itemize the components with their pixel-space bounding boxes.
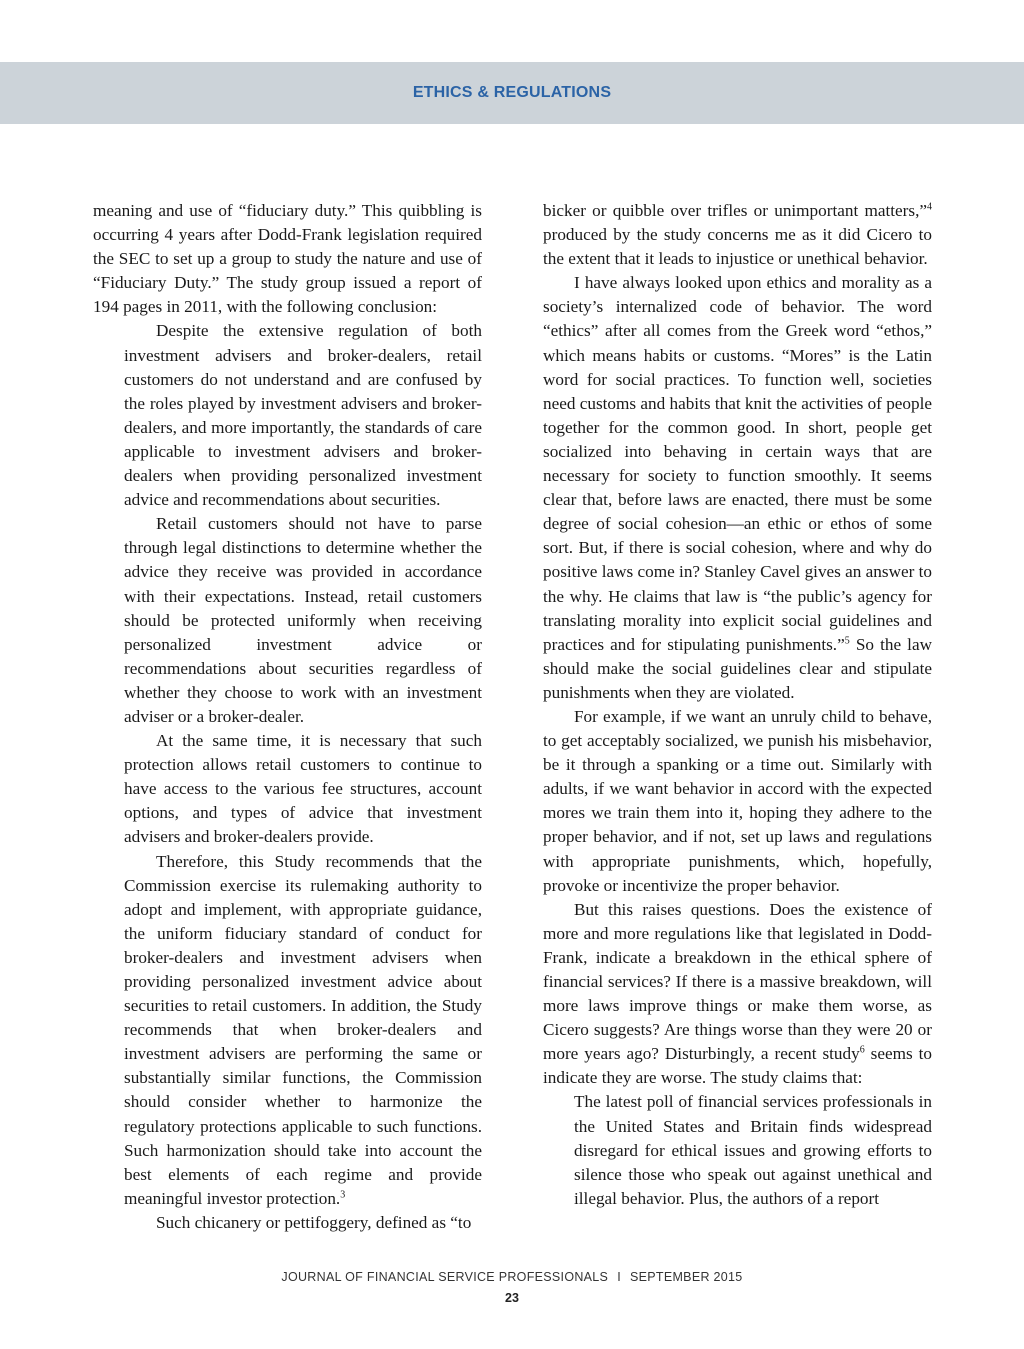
body-text: I have always looked upon ethics and morality as a society’s internalized code of behavior. The word “ethics” after all comes from the Greek word “ethos,” which means habits or customs. “Mores” is the Latin word for social practices. To function well, societies need customs and habits that knit the activities of people together for the common good. In short, people get socialized into behaving in certain ways that are necessary for society to function smoothly. It seems clear that, before laws are enacted, there must be some degree of social cohesion—an ethic or ethos of some sort. But, if there is social cohesion, where and why do positive laws come in? Stanley Cavel gives an answer to the why. He claims that law is “the public’s agency for translating morality into explicit social guidelines and practices and for stipulating punishments.” bbox=[543, 273, 933, 654]
footer-separator: I bbox=[617, 1270, 621, 1284]
body-text: So the law should make the social guidelines clear and stipulate punishments when they are violated. bbox=[543, 634, 932, 702]
footnote-ref-5[interactable]: 5 bbox=[844, 634, 850, 646]
quote-paragraph: Despite the extensive regulation of both investment advisers and broker-dealers, retail customers do not understand and are confused by the roles played by investment advisers and broker-dealers, and more importantly, the standards of care applicable to investment advisers and broker-dealers when providing personalized investment advice and recommendations about securities. bbox=[124, 321, 482, 510]
footnote-ref-3[interactable]: 3 bbox=[340, 1189, 346, 1201]
issue-date: SEPTEMBER 2015 bbox=[629, 1270, 743, 1284]
footnote-ref-6[interactable]: 6 bbox=[859, 1044, 865, 1056]
section-title: ETHICS & REGULATIONS bbox=[412, 84, 612, 101]
body-paragraph bbox=[543, 898, 932, 1091]
quote-paragraph: At the same time, it is necessary that such protection allows retail customers to continue to have access to the various fee structures, account options, and types of advice that investment advisers and broker-dealers provide. bbox=[124, 731, 482, 847]
body-text: seems to indicate they are worse. The study claims that: bbox=[543, 1044, 933, 1088]
page-number: 23 bbox=[505, 1291, 519, 1305]
body-paragraph: For example, if we want an unruly child to behave, to get acceptably socialized, we punish his misbehavior, be it through a spanking or a time out. Similarly with adults, if we want behavior in accord with the expected mores we train them into it, hoping they adhere to the proper behavior, and if not, set up laws and regulations with appropriate punishments, which, hopefully, provoke or incentivize the proper behavior. bbox=[543, 706, 932, 895]
body-paragraph bbox=[543, 199, 932, 271]
quote-paragraph bbox=[124, 850, 482, 1211]
journal-name: JOURNAL OF FINANCIAL SERVICE PROFESSIONALS bbox=[281, 1270, 609, 1284]
body-text: But this raises questions. Does the existence of more and more regulations like that legislated in Dodd-Frank, indicate a breakdown in the ethical sphere of financial services? If there is a massive breakdown, will more laws improve things or make them worse, as Cicero suggests? Are things worse than they were 20 or more years ago? Disturbingly, a recent study bbox=[543, 899, 932, 1064]
block-quote bbox=[574, 1090, 932, 1210]
body-text: bicker or quibble over trifles or unimportant matters,” bbox=[543, 201, 927, 220]
quote-paragraph: Retail customers should not have to parse through legal distinctions to determine whether the advice they receive was provided in accordance with their expectations. Instead, retail customers should be protected uniformly when receiving personalized investment advice or recommendations about securities regardless of whether they choose to work with an investment adviser or a broker-dealer. bbox=[124, 514, 482, 726]
quote-text: Therefore, this Study recommends that the Commission exercise its rulemaking authority to adopt and implement, with appropriate guidance, the uniform fiduciary standard of conduct for broker-dealers and investment advisers when providing personalized investment advice about securities to retail customers. In addition, the Study recommends that when broker-dealers and investment advisers are performing the same or substantially similar functions, the Commission should consider whether to harmonize the regulatory protections applicable to such functions. Such harmonization should take into account the best elements of each regime and provide meaningful investor protection. bbox=[124, 851, 482, 1208]
right-column bbox=[543, 199, 932, 1211]
body-paragraph: Such chicanery or pettifoggery, defined as “to bbox=[156, 1212, 472, 1232]
body-paragraph: meaning and use of “fiduciary duty.” This quibbling is occurring 4 years after Dodd-Frank legislation required the SEC to set up a group to study the nature and use of “Fiduciary Duty.” The study group issued a report of 194 pages in 2011, with the following conclusion: bbox=[93, 201, 482, 317]
block-quote bbox=[124, 319, 482, 1235]
body-paragraph bbox=[543, 271, 932, 705]
quote-paragraph: The latest poll of financial services professionals in the United States and Britain finds widespread disregard for ethical issues and growing efforts to silence those who speak out against unethical and illegal behavior. Plus, the authors of a report bbox=[574, 1092, 932, 1208]
footnote-ref-4[interactable]: 4 bbox=[927, 201, 932, 213]
body-text: produced by the study concerns me as it did Cicero to the extent that it leads to injustice or unethical behavior. bbox=[543, 225, 932, 269]
footer-journal-line bbox=[0, 1270, 1024, 1284]
left-column bbox=[93, 199, 482, 1235]
